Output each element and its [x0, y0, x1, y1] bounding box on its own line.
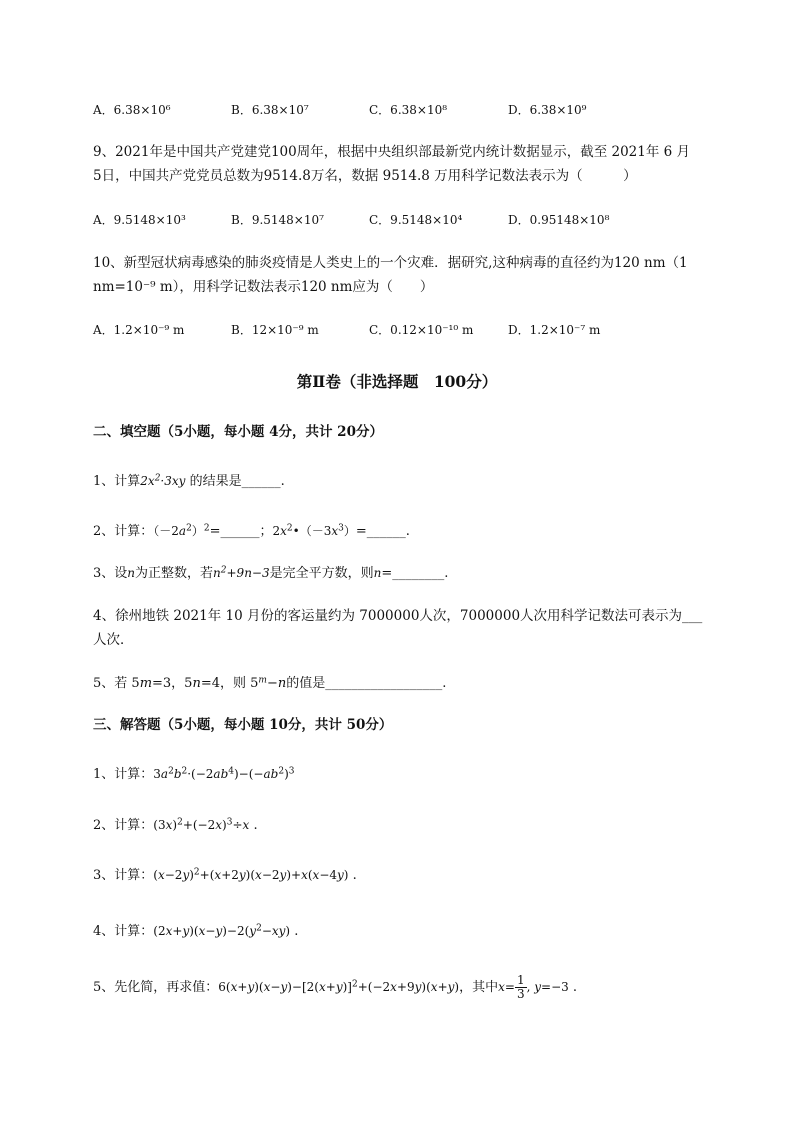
question-10-line-2: nm=10⁻⁹ m），用科学记数法表示120 nm应为（ ）: [93, 279, 434, 295]
q9-options: [93, 211, 713, 229]
fill-q5-prefix: 5、若 5: [93, 676, 140, 691]
q8-options: [93, 101, 713, 119]
fill-q4-line-2: 人次．: [93, 632, 134, 648]
solve-q3-formula: $(x-2y)^2+(x+2y)(x-2y)+x(x-4y)$: [153, 867, 349, 882]
fill-q3-var-n-2: n: [373, 566, 382, 580]
section-3-title: 三、解答题（5小题，每小题 10分，共计 50分）: [93, 717, 393, 733]
solve-q5-condition: x= $\frac{1}{3}$ , y=−3: [498, 973, 569, 1001]
fill-q3-var-n: n: [127, 566, 136, 580]
fill-q1-prefix: 1、计算: [93, 474, 141, 489]
solve-q4-prefix: 4、计算：: [93, 924, 154, 939]
fill-q1-formula: $2x^2\cdot 3xy$: [140, 473, 186, 488]
fill-q5-var-n: n: [192, 676, 201, 691]
solve-question-3: [93, 864, 357, 883]
q9-option-d: D．0.95148×10⁸: [508, 213, 610, 227]
question-9-line-1: 9、2021年是中国共产党建党100周年，根据中央组织部最新党内统计数据显示，截至 2021年 6 月: [93, 144, 691, 160]
solve-question-5: [93, 974, 577, 1001]
solve-q1-formula: $3a^2b^2\cdot(-2ab^4)-(-ab^2)^3$: [153, 766, 295, 781]
solve-q4-formula: $(2x+y)(x-y)-2(y^2-xy)$: [153, 923, 291, 938]
solve-q5-formula: $6(x+y)(x-y)-[2(x+y)]^2+(-2x+9y)(x+y)$: [218, 979, 460, 994]
fill-q2-mid: =______；: [209, 524, 273, 539]
fill-q3-end: =________.: [381, 566, 449, 581]
question-9: [93, 140, 733, 188]
fill-q5-exponent: $^m$−n: [258, 675, 287, 691]
q8-option-d: D．6.38×10⁹: [508, 103, 587, 117]
part-2-title: 第Ⅱ卷（非选择题 100分）: [296, 372, 498, 391]
q9-option-b: B．9.5148×10⁷: [231, 213, 324, 227]
fill-q1-suffix: 的结果是______.: [189, 474, 285, 489]
section-2-title: 二、填空题（5小题，每小题 4分，共计 20分）: [93, 424, 383, 440]
fill-q3-prefix: 3、设: [93, 566, 128, 581]
question-10: [93, 251, 733, 299]
solve-question-4: [93, 920, 298, 939]
solve-q2-end: .: [253, 818, 258, 833]
fill-q5-mid1: =3，5: [152, 676, 193, 691]
fill-q2-formula-2: $2x^2•(-3x^3)$: [272, 523, 356, 538]
fill-q3-formula: $n^2+9n-3$: [213, 565, 270, 580]
fill-q4-line-1: 4、徐州地铁 2021年 10 月份的客运量约为 7000000人次，7000000人次用科学记数法可表示为___: [93, 608, 703, 624]
q8-option-c: C．6.38×10⁸: [369, 103, 448, 117]
fill-q5-mid2: =4，则 5: [200, 676, 259, 691]
solve-q5-prefix: 5、先化简，再求值：: [93, 980, 219, 995]
solve-q2-formula: $(3x)^2+(-2x)^3\div x$: [153, 817, 250, 832]
q10-options: [93, 321, 713, 339]
q8-option-a: A．6.38×10⁶: [93, 103, 171, 117]
solve-q5-mid: ，其中: [459, 980, 499, 995]
question-9-line-2: 5日，中国共产党党员总数为9514.8万名，数据 9514.8 万用科学记数法表示为（ ）: [93, 168, 637, 184]
fill-q2-prefix: 2、计算：: [93, 524, 154, 539]
q10-option-b: B．12×10⁻⁹ m: [231, 323, 319, 337]
fill-question-2: [93, 520, 410, 539]
solve-q2-prefix: 2、计算：: [93, 818, 154, 833]
fill-question-5: [93, 672, 446, 691]
q10-option-d: D．1.2×10⁻⁷ m: [508, 323, 601, 337]
solve-q5-end: .: [572, 980, 578, 995]
fill-question-3: [93, 562, 448, 581]
solve-q4-end: .: [294, 924, 299, 939]
fill-question-4: [93, 604, 733, 652]
question-10-line-1: 10、新型冠状病毒感染的肺炎疫情是人类史上的一个灾难．据研究,这种病毒的直径约为120 nm（1: [93, 255, 688, 271]
q10-option-c: C．0.12×10⁻¹⁰ m: [369, 323, 474, 337]
fill-q5-end: 的值是__________________.: [286, 676, 447, 691]
solve-question-1: [93, 763, 294, 782]
q8-option-b: B．6.38×10⁷: [231, 103, 309, 117]
solve-q3-end: .: [352, 868, 357, 883]
q9-option-a: A．9.5148×10³: [93, 213, 186, 227]
fill-question-1: [93, 470, 285, 489]
q10-option-a: A．1.2×10⁻⁹ m: [93, 323, 185, 337]
solve-q3-prefix: 3、计算：: [93, 868, 154, 883]
one-third-fraction: $\frac{1}{3}$: [516, 973, 525, 1001]
fill-q3-mid1: 为正整数，若: [135, 566, 214, 581]
solve-q1-prefix: 1、计算：: [93, 767, 154, 782]
q9-option-c: C．9.5148×10⁴: [369, 213, 463, 227]
fill-q3-mid2: 是完全平方数，则: [269, 566, 374, 581]
solve-question-2: [93, 814, 258, 833]
fill-q5-var-m: m: [139, 676, 153, 691]
fill-q2-end: =______.: [355, 524, 410, 539]
fill-q2-formula-1: $(-2a^2)^2$: [153, 523, 210, 538]
